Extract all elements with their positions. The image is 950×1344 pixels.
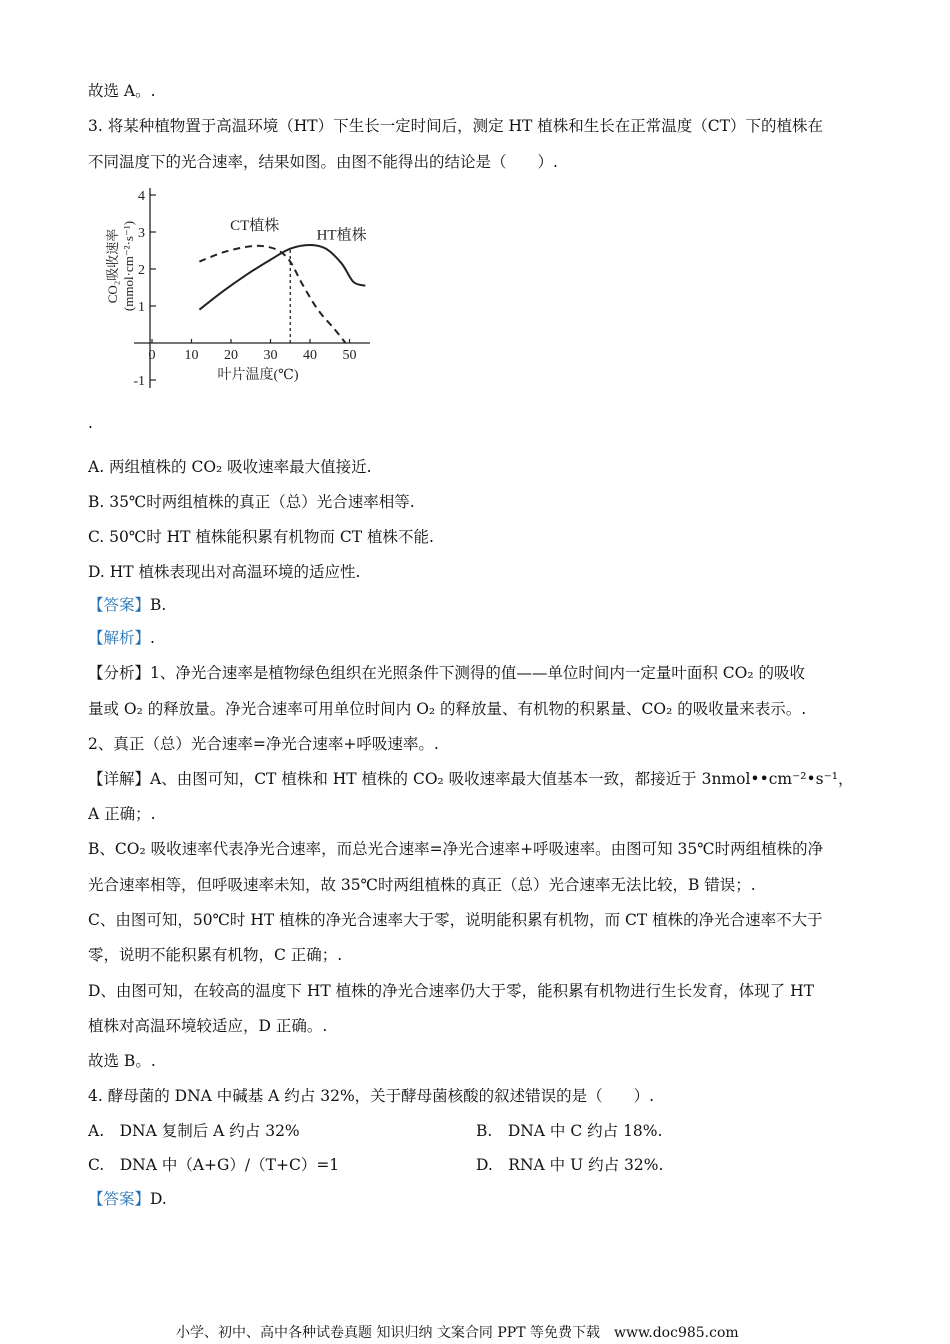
analysis-line2: 量或 O₂ 的释放量。净光合速率可用单位时间内 O₂ 的释放量、有机物的积累量、CO₂ 的吸收量来表示。. xyxy=(88,700,807,718)
question-3-stem-line1: 3. 将某种植物置于高温环境（HT）下生长一定时间后，测定 HT 植株和生长在正常温度（CT）下的植株在 xyxy=(88,117,823,135)
y-tick-label: 2 xyxy=(138,263,145,278)
ct-series-label: CT植株 xyxy=(230,218,280,235)
detail-line1: 【详解】A、由图可知，CT 植株和 HT 植株的 CO₂ 吸收速率最大值基本一致，都接近于 3nmol••cm⁻²•s⁻¹， xyxy=(88,770,854,788)
detail-line8: 植株对高温环境较适应，D 正确。. xyxy=(88,1017,328,1035)
co2-absorption-chart xyxy=(90,178,380,398)
analysis-value: . xyxy=(150,629,155,647)
y-tick-label: -1 xyxy=(133,374,145,389)
y-tick-label: 3 xyxy=(138,226,145,241)
analysis-tag: 【解析】 xyxy=(88,629,151,647)
x-tick-label: 30 xyxy=(263,348,278,363)
detail-line3: B、CO₂ 吸收速率代表净光合速率，而总光合速率=净光合速率+呼吸速率。由图可知 35℃时两组植株的净 xyxy=(88,840,824,858)
x-tick-label: 20 xyxy=(224,348,238,363)
question-3-stem-line2: 不同温度下的光合速率，结果如图。由图不能得出的结论是（ ）. xyxy=(88,153,558,171)
q4-option-d: D. RNA 中 U 约占 32%. xyxy=(476,1156,664,1174)
q4-option-c: C. DNA 中（A+G）/（T+C）=1 xyxy=(88,1156,340,1174)
x-tick-label: 40 xyxy=(303,348,317,363)
question-4-stem: 4. 酵母菌的 DNA 中碱基 A 约占 32%，关于酵母菌核酸的叙述错误的是（ ）. xyxy=(88,1087,655,1105)
option-c: C. 50℃时 HT 植株能积累有机物而 CT 植株不能. xyxy=(88,528,434,546)
detail-line5: C、由图可知，50℃时 HT 植株的净光合速率大于零，说明能积累有机物，而 CT 植株的净光合速率不大于 xyxy=(88,911,823,929)
answer-value: D. xyxy=(150,1190,167,1208)
page-footer[interactable]: 小学、初中、高中各种试卷真题 知识归纳 文案合同 PPT 等免费下载 www.doc985.com xyxy=(176,1325,739,1341)
q4-option-b: B. DNA 中 C 约占 18%. xyxy=(476,1122,663,1140)
conclusion-line: 故选 B。. xyxy=(88,1052,156,1070)
detail-line2: A 正确；. xyxy=(88,805,156,823)
analysis-line1: 【分析】1、净光合速率是植物绿色组织在光照条件下测得的值——单位时间内一定量叶面积 CO₂ 的吸收 xyxy=(88,664,805,682)
detail-line7: D、由图可知，在较高的温度下 HT 植株的净光合速率仍大于零，能积累有机物进行生长发育，体现了 HT xyxy=(88,982,814,1000)
option-a: A. 两组植株的 CO₂ 吸收速率最大值接近. xyxy=(88,458,372,476)
answer-tag: 【答案】 xyxy=(88,1190,151,1208)
detail-line6: 零，说明不能积累有机物，C 正确；. xyxy=(88,946,343,964)
detail-line4: 光合速率相等，但呼吸速率未知，故 35℃时两组植株的真正（总）光合速率无法比较，B 错误；. xyxy=(88,876,756,894)
option-b: B. 35℃时两组植株的真正（总）光合速率相等. xyxy=(88,493,415,511)
answer-3 xyxy=(88,594,166,616)
x-axis-label: 叶片温度(℃) xyxy=(217,368,299,383)
y-tick-label: 4 xyxy=(138,189,145,204)
y-axis-label: CO₂吸收速率 xyxy=(105,228,120,304)
x-tick-label: 50 xyxy=(342,348,357,363)
analysis-heading xyxy=(88,627,155,649)
ct-series-line xyxy=(199,246,345,343)
analysis-line3: 2、真正（总）光合速率=净光合速率+呼吸速率。. xyxy=(88,735,439,753)
answer-tag: 【答案】 xyxy=(88,596,151,614)
y-tick-label: 1 xyxy=(138,300,145,315)
q4-option-a: A. DNA 复制后 A 约占 32% xyxy=(88,1122,300,1140)
ht-series-line xyxy=(199,245,365,310)
x-tick-label: 10 xyxy=(184,348,199,363)
answer-value: B. xyxy=(150,596,167,614)
prev-answer-conclusion: 故选 A。. xyxy=(88,82,156,100)
chart-caption-dot: . xyxy=(88,414,93,432)
x-tick-label: 0 xyxy=(148,348,156,363)
ht-series-label: HT植株 xyxy=(316,227,367,244)
y-axis-unit: (mmol·cm⁻²·s⁻¹) xyxy=(121,220,136,312)
answer-4 xyxy=(88,1188,167,1210)
option-d: D. HT 植株表现出对高温环境的适应性. xyxy=(88,563,361,581)
